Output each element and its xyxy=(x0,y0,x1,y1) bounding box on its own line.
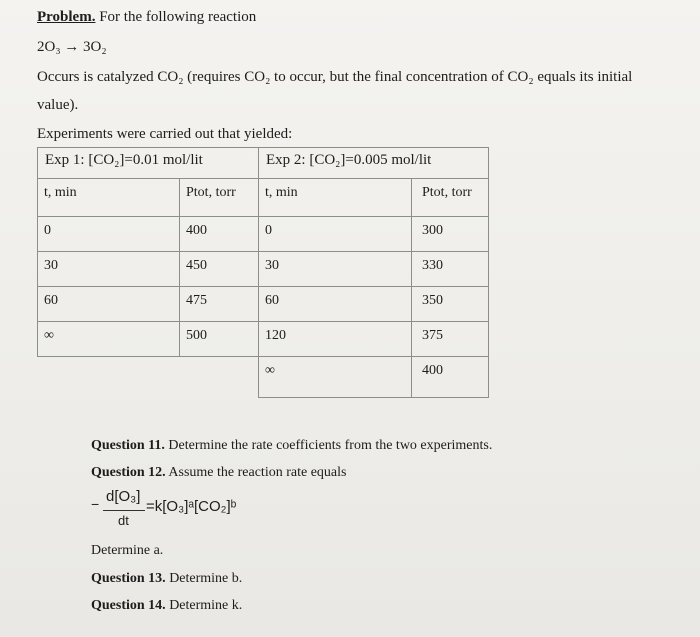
question-13 xyxy=(91,570,242,587)
determine-a: Determine a. xyxy=(91,543,164,558)
question-12 xyxy=(91,464,346,481)
q11-label: Question 11. xyxy=(91,438,165,453)
exp2-header: Exp 2: [CO₂]=0.005 mol/lit xyxy=(259,148,489,179)
question-14 xyxy=(91,597,242,614)
exp1-p: 475 xyxy=(180,287,259,322)
column-header-row xyxy=(38,179,489,217)
exp2-t: ∞ xyxy=(259,357,412,398)
experiments-text: Experiments were carried out that yielded: xyxy=(37,126,293,142)
minus-sign: − xyxy=(91,496,100,512)
data-table xyxy=(37,147,489,398)
table-row xyxy=(38,287,489,322)
description-line-2: value). xyxy=(37,97,79,113)
problem-heading xyxy=(37,8,256,26)
exp1-t: 0 xyxy=(38,217,180,252)
exp2-t: 120 xyxy=(259,322,412,357)
table-row xyxy=(38,252,489,287)
question-11 xyxy=(91,437,492,454)
q11-text: Determine the rate coefficients from the two experiments. xyxy=(164,438,493,453)
exp1-p: 400 xyxy=(180,217,259,252)
exp2-p: 400 xyxy=(412,357,489,398)
formula-denominator: dt xyxy=(118,513,129,528)
col-header-t1: t, min xyxy=(38,179,180,217)
formula-numerator: d[O₃] xyxy=(106,488,141,505)
exp2-p: 330 xyxy=(412,252,489,287)
col-header-t2: t, min xyxy=(259,179,412,217)
problem-intro: For the following reaction xyxy=(95,9,257,25)
reaction-equation: 2O₃ → 3O₂ xyxy=(37,39,107,55)
exp2-t: 30 xyxy=(259,252,412,287)
description-line-1: Occurs is catalyzed CO₂ (requires CO₂ to occur, but the final concentration of CO₂ equals its initial xyxy=(37,69,633,85)
exp2-p: 350 xyxy=(412,287,489,322)
q14-text: Determine k. xyxy=(165,598,243,613)
q14-label: Question 14. xyxy=(91,598,166,613)
problem-label: Problem. xyxy=(37,9,96,25)
formula-rhs: =k[O₃]ᵃ[CO₂]ᵇ xyxy=(146,498,237,515)
exp1-p: 500 xyxy=(180,322,259,357)
fraction-bar xyxy=(103,510,145,511)
table-row xyxy=(38,322,489,357)
exp2-p: 375 xyxy=(412,322,489,357)
exp1-p: 450 xyxy=(180,252,259,287)
q13-label: Question 13. xyxy=(91,571,166,586)
exp2-p: 300 xyxy=(412,217,489,252)
exp2-t: 60 xyxy=(259,287,412,322)
experiment-header-row xyxy=(38,148,489,179)
exp2-t: 0 xyxy=(259,217,412,252)
q12-label: Question 12. xyxy=(91,465,166,480)
table-row xyxy=(38,217,489,252)
exp1-t: 30 xyxy=(38,252,180,287)
rate-fraction xyxy=(91,488,237,528)
q13-text: Determine b. xyxy=(165,571,243,586)
col-header-p2: Ptot, torr xyxy=(412,179,489,217)
exp1-t: ∞ xyxy=(38,322,180,357)
exp1-header: Exp 1: [CO₂]=0.01 mol/lit xyxy=(38,148,259,179)
table-row xyxy=(38,357,489,398)
col-header-p1: Ptot, torr xyxy=(180,179,259,217)
q12-text: Assume the reaction rate equals xyxy=(165,465,347,480)
empty-cell xyxy=(38,357,259,398)
exp1-t: 60 xyxy=(38,287,180,322)
